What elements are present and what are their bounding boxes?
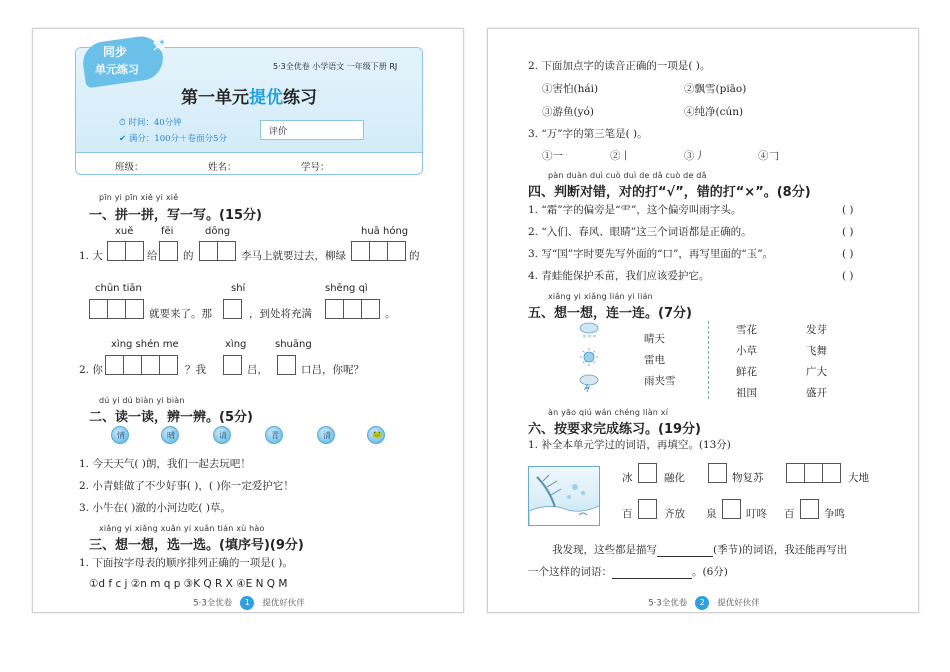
write-box-group[interactable]	[325, 299, 380, 319]
season-blank[interactable]	[657, 545, 713, 557]
sec2-q1: 1. 今天天气( )朗，我们一起去玩吧！	[79, 458, 251, 470]
q2-stem: 2. 下面加点字的读音正确的一项是( )。	[528, 60, 711, 72]
check-icon: ✔	[119, 134, 127, 144]
write-box-group[interactable]	[199, 241, 236, 261]
character-chip: 晴	[161, 426, 179, 444]
sec3-pinyin: xiǎng yi xiǎng xuǎn yi xuǎn tián xù hào	[99, 524, 265, 533]
match-col3-item[interactable]: 飞舞	[806, 345, 827, 357]
answer-paren[interactable]: ( )	[842, 226, 854, 238]
write-box-group[interactable]	[786, 463, 841, 483]
write-box-group[interactable]	[638, 499, 657, 519]
sec3-q1: 1. 下面按字母表的顺序排列正确的一项是( )。	[79, 557, 293, 569]
rocket-icon	[151, 35, 169, 57]
score-info: 满分：100分＋卷面分5分	[128, 134, 227, 144]
series-label: 5·3全优卷 小学语文 一年级下册 RJ	[273, 62, 398, 71]
sec4-title: 四、判断对错，对的打“√”，错的打“×”。(8分)	[528, 185, 811, 200]
match-col3-item[interactable]: 广大	[806, 366, 827, 378]
sun-icon	[578, 347, 598, 363]
extra-word-blank[interactable]	[612, 567, 692, 579]
write-box-group[interactable]	[223, 299, 242, 319]
page-footer: 5·3全优卷 2 提优好伙伴	[648, 598, 760, 609]
name-label: 姓名：	[208, 162, 237, 173]
sec6-q1: 1. 补全本单元学过的词语，再填空。(13分)	[528, 439, 731, 451]
sec1-pinyin: pīn yi pīn xiě yi xiě	[99, 193, 179, 202]
q3-stem: 3. “万”字的第三笔是( )。	[528, 128, 648, 140]
write-box-group[interactable]	[89, 299, 144, 319]
judge-item: 4. 青蛙能保护禾苗，我们应该爱护它。	[528, 270, 710, 282]
judge-item: 1. “霜”字的偏旁是“⻗”，这个偏旁叫雨字头。	[528, 204, 742, 216]
match-col1-item[interactable]: 雨夹雪	[644, 375, 676, 387]
answer-paren[interactable]: ( )	[842, 248, 854, 260]
logo-text-1: 同步	[103, 45, 128, 59]
student-id-label: 学号：	[301, 162, 330, 173]
worksheet-page-1: 同步 单元练习 5·3全优卷 小学语文 一年级下册 RJ 第一单元提优练习 ⏱ 时间：40分钟 ✔ 满分：100分＋卷面分5分 评价 班级： 姓名： 学号： pīn yi pīn xiě yi xiě 一、拼一拼，写一写。(15分) xuě fēi dōng huā hóng 1. 大 给 的 李马上就要过去，柳绿 的 chūn tiān shí shēng qì 就要来了。那 ，到处将充满 。 xìng shén me xìng shuāng 2. 你 ？我 吕， 口吕，你呢？ dú yi dú biàn yi biàn 二、读一读，辨一辨。(5分) 情 晴 请 青 清 🐸 1. 今天天气( )朗，我们一起去玩吧！ 2. 小青蛙做了不少好事( )，( )你一定爱护它！ 3. 小牛在( )澈的小河边吃( )草。 xiǎng yi xiǎng xuǎn yi xuǎn tián xù hào 三、想一想，选一选。(填序号)(9分) 1. 下面按字母表的顺序排列正确的一项是( )。 ①d f c j ②n m q p ③K Q R X ④E N Q M 5·3全优卷 1 提优好伙伴	[32, 28, 464, 613]
page-number: 1	[240, 596, 254, 610]
page-number: 2	[695, 596, 709, 610]
write-box-group[interactable]	[722, 499, 741, 519]
sec2-q2: 2. 小青蛙做了不少好事( )，( )你一定爱护它！	[79, 480, 294, 492]
sec1-title: 一、拼一拼，写一写。(15分)	[89, 208, 262, 223]
sec3-q1-options: ①d f c j ②n m q p ③K Q R X ④E N Q M	[89, 578, 288, 590]
sec6-title: 六、按要求完成练习。(19分)	[528, 422, 701, 437]
match-col2-item[interactable]: 祖国	[736, 387, 757, 399]
write-box-group[interactable]	[223, 355, 242, 375]
sec5-pinyin: xiǎng yi xiǎng lián yi lián	[548, 292, 653, 301]
judge-item: 3. 写“国”字时要先写外面的“口”，再写里面的“玉”。	[528, 248, 774, 260]
write-box-group[interactable]	[105, 355, 178, 375]
character-chip: 请	[213, 426, 231, 444]
answer-paren[interactable]: ( )	[842, 270, 854, 282]
time-info: 时间：40分钟	[128, 118, 182, 128]
frog-chip-icon: 🐸	[367, 426, 385, 444]
sec2-q3: 3. 小牛在( )澈的小河边吃( )草。	[79, 502, 231, 514]
sec2-pinyin: dú yi dú biàn yi biàn	[99, 396, 185, 405]
sec2-title: 二、读一读，辨一辨。(5分)	[89, 410, 253, 425]
logo-text-2: 单元练习	[95, 63, 139, 76]
sec5-title: 五、想一想，连一连。(7分)	[528, 306, 692, 321]
evaluation-box[interactable]: 评价	[260, 120, 364, 140]
spring-scene-illustration	[528, 466, 600, 526]
write-box-group[interactable]	[800, 499, 819, 519]
clock-icon: ⏱	[119, 118, 126, 128]
sec6-pinyin: àn yāo qiú wán chéng liàn xí	[548, 408, 669, 417]
write-box-group[interactable]	[708, 463, 727, 483]
worksheet-page-2: 2. 下面加点字的读音正确的一项是( )。 ①害怕(hái) ②飘雪(piāo) ③游鱼(yó) ④纯净(cún) 3. “万”字的第三笔是( )。 ①一 ②丨 ③丿 ④𠃌 pàn duàn duì cuò duì de dǎ cuò de dǎ 四、判断对错，对的打“√”，错的打“×”。(8分) 1. “霜”字的偏旁是“⻗”，这个偏旁叫雨字头。 ( ) 2. “入们、春风、眼睛”这三个词语都是正确的。 ( ) 3. 写“国”字时要先写外面的“口”，再写里面的“玉”。 ( ) 4. 青蛙能保护禾苗，我们应该爱护它。 ( ) xiǎng yi xiǎng lián yi lián 五、想一想，连一连。(7分) ＊＊＊ 晴天 雷电 雨夹雪 雪花 小草 鲜花 祖国 发芽 飞舞 广大 盛开 àn yāo qiú wán chéng liàn xí 六、按要求完成练习。(19分) 1. 补全本单元学过的词语，再填空。(13分) 冰 融化 物复苏 大地 百 齐放 泉 叮咚 百 争鸣 我发现，这些都是描写 (季节)的词语，我还能再写出 一个这样的词语： 。(6分) 5·3全优卷 2 提优好伙伴	[487, 28, 919, 613]
match-col2-item[interactable]: 雪花	[736, 324, 757, 336]
match-col1-item[interactable]: 雷电	[644, 354, 665, 366]
match-col3-item[interactable]: 发芽	[806, 324, 827, 336]
dotted-divider	[708, 321, 709, 399]
answer-paren[interactable]: ( )	[842, 204, 854, 216]
write-box-group[interactable]	[277, 355, 296, 375]
match-col1-item[interactable]: 晴天	[644, 333, 665, 345]
thunder-cloud-icon	[578, 373, 598, 389]
page-title: 第一单元提优练习	[181, 88, 317, 108]
write-box-group[interactable]	[351, 241, 406, 261]
judge-item: 2. “入们、春风、眼睛”这三个词语都是正确的。	[528, 226, 752, 238]
character-chip: 青	[265, 426, 283, 444]
write-box-group[interactable]	[638, 463, 657, 483]
character-chip: 情	[111, 426, 129, 444]
character-chip: 清	[317, 426, 335, 444]
class-label: 班级：	[115, 162, 144, 173]
svg-text:＊＊＊: ＊＊＊	[582, 334, 598, 339]
sec3-title: 三、想一想，选一选。(填序号)(9分)	[89, 538, 304, 553]
page-footer: 5·3全优卷 1 提优好伙伴	[193, 598, 305, 609]
match-col2-item[interactable]: 小草	[736, 345, 757, 357]
match-col3-item[interactable]: 盛开	[806, 387, 827, 399]
sec4-pinyin: pàn duàn duì cuò duì de dǎ cuò de dǎ	[548, 171, 707, 180]
match-col2-item[interactable]: 鲜花	[736, 366, 757, 378]
write-box-group[interactable]	[107, 241, 144, 261]
write-box-group[interactable]	[159, 241, 178, 261]
snow-cloud-icon	[578, 321, 598, 337]
